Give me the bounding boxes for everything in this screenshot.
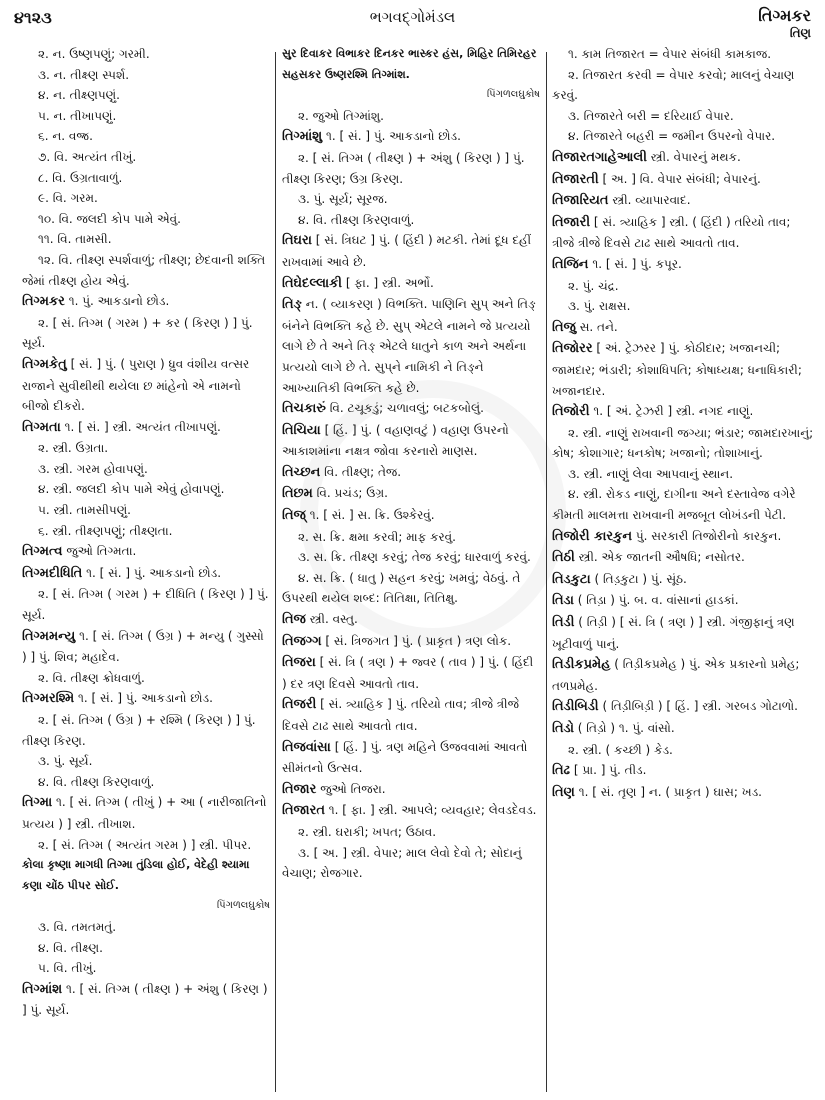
column-3 bbox=[552, 44, 814, 803]
sub-sense bbox=[552, 464, 814, 485]
dictionary-entry bbox=[552, 569, 814, 591]
definition-text: ૨. વિ. તીક્ષ્ણ ક્રોધવાળું. bbox=[38, 670, 145, 685]
sub-sense bbox=[22, 710, 270, 751]
headword: તિજિન bbox=[552, 256, 589, 272]
definition-text: ૫. ન. તીખાપણું. bbox=[38, 108, 117, 123]
sub-sense bbox=[552, 423, 814, 464]
headword: તિડકુટા bbox=[552, 571, 591, 587]
sub-sense bbox=[22, 147, 270, 168]
definition-text: ૬. સ્ત્રી. તીક્ષ્ણપણું; તીક્ષ્ણતા. bbox=[38, 523, 173, 538]
definition-text: ૨. સ્ત્રી. ઘરાકી; ખપત; ઉઠાવ. bbox=[298, 824, 437, 839]
definition-text: [ પ્રા. ] પું. તીડ. bbox=[573, 763, 647, 778]
definition-text: ( તિડ઼ો ) ૧. પું. વાંસો. bbox=[577, 721, 675, 735]
dictionary-entry bbox=[552, 654, 814, 696]
definition-text: પું. સરકારી તિજોરીનો કારકુન. bbox=[635, 528, 782, 543]
dictionary-entry bbox=[282, 294, 540, 398]
page-header bbox=[0, 0, 825, 44]
sub-sense bbox=[552, 126, 814, 147]
sub-sense bbox=[22, 250, 270, 291]
page-number: ૪૧૨૩ bbox=[14, 8, 52, 27]
sub-sense bbox=[22, 479, 270, 500]
definition-text: ( તિડ઼ીબિડ઼ી ) [ હિં. ] સ્ત્રી. ગરબડ ગોટાળો. bbox=[602, 699, 798, 714]
headword: તિજ્ bbox=[282, 508, 306, 524]
sub-sense bbox=[552, 296, 814, 317]
sub-sense bbox=[22, 65, 270, 86]
dictionary-entry bbox=[282, 631, 540, 653]
headword: તિજાર bbox=[282, 781, 317, 797]
definition-text: [ અં. ટ્રેઝરર ] પું. કોઠીદાર; ખજાનચી; જામદાર; ભંડારી; કોશાધિપતિ; કોષાધ્યક્ષ; ધનાધિકારી; ખજાનદાર. bbox=[552, 341, 802, 398]
definition-text: [ સં. ત્ર્યાહિક ] સ્ત્રી. ( હિંદી ) તરિયો તાવ; ત્રીજે ત્રીજે દિવસે ટાઢ સાથે આવતો તાવ. bbox=[552, 214, 791, 251]
dictionary-entry bbox=[282, 800, 540, 822]
definition-text: ૧. પું. આકડાનો છોડ. bbox=[68, 294, 170, 309]
definition-text: ૩. તિજારતે બરી = દરિયાઈ વેપાર. bbox=[568, 108, 734, 123]
definition-text: જુઓ તિજરા. bbox=[320, 781, 386, 796]
dictionary-entry bbox=[282, 420, 540, 462]
definition-text: ( તિડ઼કુટા ) પું. સૂંઠ. bbox=[594, 571, 687, 586]
sub-sense bbox=[552, 484, 814, 525]
definition-text: ૧. કામ તિજારત = વેપાર સંબંધી કામકાજ. bbox=[568, 47, 772, 61]
definition-text: ૮. વિ. ઉગ્રતાવાળું. bbox=[38, 170, 123, 185]
definition-text: ૬. ન. વજ્ર. bbox=[38, 129, 94, 144]
dictionary-entry bbox=[22, 792, 270, 834]
headword: તિચિયા bbox=[282, 422, 321, 438]
dictionary-entry bbox=[22, 979, 270, 1021]
headword: તિડીકપ્રમેહ bbox=[552, 657, 611, 673]
headword: તિજોરર bbox=[552, 341, 593, 357]
definition-text: ૧. [ સં. ] પું. કપૂર. bbox=[592, 256, 682, 271]
column-2 bbox=[282, 44, 540, 884]
sub-sense bbox=[22, 459, 270, 480]
sub-sense bbox=[22, 126, 270, 147]
headword: તિડી bbox=[552, 615, 575, 631]
headword: તિજોરી કારકુન bbox=[552, 528, 633, 544]
headword: તિજારતી bbox=[552, 171, 599, 187]
headword: તિગ્માંશુ bbox=[282, 129, 323, 145]
dictionary-entry bbox=[552, 590, 814, 612]
dictionary-entry bbox=[552, 547, 814, 569]
sub-sense bbox=[22, 44, 270, 65]
dictionary-entry bbox=[282, 462, 540, 484]
headword: તિચકારું bbox=[282, 401, 326, 417]
definition-text: ૧. [ સં. ] સ્ત્રી. અત્યંત તીખાપણું. bbox=[64, 419, 221, 434]
definition-text: ૩. સ્ત્રી. ગરમ હોવાપણું. bbox=[38, 461, 148, 476]
dictionary-entry bbox=[282, 230, 540, 272]
dictionary-entry bbox=[282, 273, 540, 295]
dictionary-entry bbox=[552, 338, 814, 401]
headword: તિગ્મમન્યુ bbox=[22, 628, 76, 644]
headword: તિઙ્ bbox=[282, 297, 302, 313]
sub-sense bbox=[22, 313, 270, 354]
definition-text: ( તિડ઼ી ) [ સં. ત્રિ ( ત્રણ ) ] સ્ત્રી. ગંજીફાનું ત્રણ ખૂટીવાળું પાનું. bbox=[552, 615, 795, 651]
definition-text: ૭. વિ. અત્યંત તીખું. bbox=[38, 149, 137, 164]
definition-text: ૫. સ્ત્રી. તામસીપણું. bbox=[38, 503, 131, 518]
definition-text: ૨. [ સં. તિગ્મ ( ગરમ ) + દીધિતિ ( કિરણ ) ] પું. સૂર્ય. bbox=[22, 587, 269, 623]
dictionary-entry bbox=[552, 696, 814, 718]
dictionary-entry bbox=[282, 398, 540, 420]
definition-text: [ સં. ત્રિ ( ત્રણ ) + જ્વર ( તાવ ) ] પું. ( હિંદી ) દર ત્રણ દિવસે આવતો તાવ. bbox=[282, 655, 534, 691]
definition-text: ૨. તિજારત કરવી = વેપાર કરવો; માલનું વેચાણ કરવું. bbox=[552, 67, 795, 103]
definition-text: [ હિં. ] પું. ( વહાણવટું ) વહાણ ઉપરનો આકાશમાંના નક્ષત્ર જોવા કરનારો માણસ. bbox=[282, 422, 509, 459]
dictionary-entry bbox=[552, 147, 814, 169]
headword: તિજારિયત bbox=[552, 193, 609, 209]
definition-text: ( તિડ઼ીકપ્રમેહ ) પું. એક પ્રકારનો પ્રમેહ; તળપ્રમેહ. bbox=[552, 657, 800, 693]
definition-text: [ સં. ત્ર્યાહિક ] પું. તરિયો તાવ; ત્રીજે ત્રીજે દિવસે ટાઢ સાથે આવતો તાવ. bbox=[282, 697, 519, 733]
definition-text: ૨. સ્ત્રી. ( કચ્છી ) કેડ. bbox=[568, 742, 673, 757]
quotation-source: પિંગળલઘુકોષ bbox=[486, 89, 540, 101]
headword: તિઘરા bbox=[282, 233, 312, 249]
headword: તિજગ્ગ bbox=[282, 633, 322, 649]
definition-text: સ્ત્રી. વસ્તુ. bbox=[309, 612, 358, 627]
headword: તિજારી bbox=[552, 214, 591, 230]
sub-sense bbox=[282, 148, 540, 189]
sub-sense bbox=[22, 835, 270, 856]
sub-sense bbox=[282, 527, 540, 548]
sub-sense bbox=[282, 547, 540, 568]
definition-text: ૧. [ સં. તિગ્મ ( ઉગ્ર ) + મન્યુ ( ગુસ્સો ) ] પું. શિવ; મહાદેવ. bbox=[22, 628, 264, 665]
sub-sense bbox=[282, 106, 540, 127]
definition-text: ૩. ન. તીક્ષ્ણ સ્પર્શ. bbox=[38, 67, 130, 82]
sub-sense bbox=[282, 210, 540, 231]
definition-text: ૪. વિ. તીક્ષ્ણ. bbox=[38, 940, 103, 955]
headword: તિડા bbox=[552, 593, 574, 609]
definition-text: ૪. ન. તીક્ષ્ણપણું. bbox=[38, 88, 120, 103]
definition-text: ૪. સ. ક્રિ. ( ધાતુ ) સહન કરવું; ખમવું; વેઠવું. તે ઉપરથી થયેલ શબ્દ: તિતિક્ષા, તિતિક્ષુ. bbox=[282, 570, 521, 606]
definition-text: ૪. વિ. તીક્ષ્ણ કિરણવાળું. bbox=[38, 774, 155, 789]
definition-text: સ્ત્રી. વ્યાપારવાદ. bbox=[612, 193, 691, 208]
definition-text: ૧. [ અં. ટ્રેઝરી ] સ્ત્રી. નગદ નાણું. bbox=[593, 404, 754, 419]
headword: તિગ્માંશ bbox=[22, 981, 63, 997]
definition-text: ન. ( વ્યાકરણ ) વિભક્તિ. પાણિનિ સુપ્ અને તિઙ્ બંનેને વિભક્તિ કહે છે. સુપ્ એટલે નામને જે પ્રત્યયો લાગે છે તે અને તિઙ્ એટલે ધાતુને કાળ અને અર્થના પ્રત્યયો લાગે છે તે. સુપ્‌ને નામિકી ને તિઙ્‌ને આખ્યાતિકી વિભક્તિ કહે છે. bbox=[282, 297, 536, 395]
sub-sense bbox=[282, 568, 540, 609]
headword: તિગ્મત્વ bbox=[22, 544, 63, 560]
sub-sense bbox=[22, 521, 270, 542]
definition-text: સ. તને. bbox=[579, 319, 618, 334]
dictionary-entry bbox=[552, 169, 814, 191]
definition-text: જુઓ તિગ્મતા. bbox=[66, 544, 137, 559]
headword: તિજોરી bbox=[552, 404, 590, 420]
headword: તિજારત bbox=[282, 803, 325, 819]
dictionary-entry bbox=[282, 652, 540, 694]
headword: તિણ bbox=[552, 784, 575, 800]
definition-text: વિ. ટચૂકડું; ચળાવલું; બટકબોલું. bbox=[329, 401, 484, 416]
definition-text: ૨. [ સં. તિગ્મ ( તીક્ષ્ણ ) + અંશુ ( કિરણ ) ] પું. તીક્ષ્ણ કિરણ; ઉગ્ર કિરણ. bbox=[282, 150, 525, 186]
headword: તિજરા bbox=[282, 655, 316, 671]
definition-text: ૧. [ સં. ] પું. આકડાનો છોડ. bbox=[86, 565, 222, 580]
headword: તિગ્મતા bbox=[22, 419, 61, 435]
sub-sense bbox=[22, 209, 270, 230]
definition-text: સુર દિવાકર વિભાકર દિનકર ભાસ્કર હંસ, મિહિર તિમિરહર સહસકર ઉષ્ણરશ્મિ તિગ્માંશ. bbox=[282, 47, 537, 81]
headword: તિગ્મકેતુ bbox=[22, 356, 67, 372]
definition-text: ૩. [ અ. ] સ્ત્રી. વેપાર; માલ લેવો દેવો તે; સોદાનું વેચાણ; રોજગાર. bbox=[282, 845, 522, 881]
definition-text: ૪. વિ. તીક્ષ્ણ કિરણવાળું. bbox=[298, 212, 415, 227]
sub-sense bbox=[22, 229, 270, 250]
definition-text: ૨. [ સં. તિગ્મ ( ગરમ ) + કર ( કિરણ ) ] પું. સૂર્ય. bbox=[22, 315, 253, 351]
dictionary-entry bbox=[22, 291, 270, 313]
sub-sense bbox=[282, 843, 540, 884]
sub-sense bbox=[22, 106, 270, 127]
definition-text: ૨. [ સં. તિગ્મ ( અત્યંત ગરમ ) ] સ્ત્રી. પીપર. bbox=[38, 837, 252, 852]
dictionary-entry bbox=[552, 612, 814, 654]
sub-sense bbox=[22, 751, 270, 772]
sub-sense bbox=[22, 668, 270, 689]
definition-text: ૧૦. વિ. જલદી કોપ પામે એવું. bbox=[38, 211, 181, 226]
sub-sense bbox=[22, 772, 270, 793]
sub-sense bbox=[22, 168, 270, 189]
sub-sense bbox=[22, 917, 270, 938]
dictionary-entry bbox=[22, 354, 270, 417]
definition-text: ૧૨. વિ. તીક્ષ્ણ સ્પર્શવાળું; તીક્ષ્ણ; છેદવાની શક્તિ જેમાં તીક્ષ્ણ હોય એવું. bbox=[22, 252, 266, 288]
guide-word-first: તિગ્મકર bbox=[758, 6, 811, 25]
definition-text: [ સં. ત્રિજગત ] પું. ( પ્રાકૃત ) ત્રણ લોક. bbox=[325, 633, 512, 648]
headword: તિઠી bbox=[552, 550, 575, 566]
headword: તિડો bbox=[552, 721, 574, 736]
dictionary-entry bbox=[22, 417, 270, 439]
headword: તિજ bbox=[282, 612, 306, 628]
sub-sense bbox=[552, 65, 814, 106]
headword: તિઘેદલ્લાકી bbox=[282, 275, 342, 291]
sub-sense bbox=[552, 44, 814, 65]
dictionary-entry bbox=[552, 212, 814, 254]
sub-sense bbox=[22, 938, 270, 959]
definition-text: ૫. વિ. તીખું. bbox=[38, 961, 97, 976]
dictionary-entry bbox=[552, 401, 814, 423]
definition-text: સ્ત્રી. એક જાતની ઔષધિ; નસોતર. bbox=[578, 550, 745, 565]
sub-sense bbox=[22, 958, 270, 979]
dictionary-entry bbox=[552, 760, 814, 782]
sub-sense bbox=[282, 189, 540, 210]
sub-sense bbox=[552, 276, 814, 297]
definition-text: ૩. સ્ત્રી. નાણું લેવા આપવાનું સ્થાન. bbox=[568, 466, 734, 481]
page-title: ભગવદ્ગોમંડલ bbox=[369, 8, 456, 26]
definition-text: ૧. [ સં. ] પું. આકડાનો છોડ. bbox=[77, 691, 213, 706]
dictionary-entry bbox=[282, 505, 540, 527]
sub-sense bbox=[22, 500, 270, 521]
headword: તિજરી bbox=[282, 697, 317, 713]
headword: તિગ્મકર bbox=[22, 294, 65, 310]
sub-sense bbox=[282, 822, 540, 843]
definition-text: ૪. સ્ત્રી. જલદી કોપ પામે એવું હોવાપણું. bbox=[38, 482, 225, 497]
dictionary-entry bbox=[552, 317, 814, 339]
definition-text: વિ. પ્રચંડ; ઉગ્ર. bbox=[316, 486, 388, 501]
definition-text: ૩. વિ. તમતમતું. bbox=[38, 919, 117, 934]
dictionary-entry bbox=[552, 718, 814, 740]
quotation-source: પિંગળલઘુકોષ bbox=[216, 900, 270, 912]
definition-text: ૧. [ સં. તિગ્મ ( તીક્ષ્ણ ) + અંશુ ( કિરણ ) ] પું. સૂર્ય. bbox=[22, 981, 268, 1018]
dictionary-entry bbox=[22, 626, 270, 668]
dictionary-entry bbox=[282, 609, 540, 631]
headword: તિચ્છન bbox=[282, 464, 321, 480]
column-divider bbox=[546, 52, 547, 1092]
definition-text: [ સં. ] પું. ( પુરાણ ) ધ્રુવ વંશીય વત્સર રાજાને સુવીથીથી થયેલા છ માંહેનો એ નામનો બીજો દીકરો. bbox=[22, 356, 250, 414]
dictionary-entry bbox=[282, 126, 540, 148]
sub-sense bbox=[22, 584, 270, 625]
headword: તિગ્મદીધિતિ bbox=[22, 565, 83, 581]
definition-text: [ સં. ત્રિઘટ ] પું. ( હિંદી ) મટકી. તેમાં દૂધ દહીં રાખવામાં આવે છે. bbox=[282, 233, 532, 269]
dictionary-entry bbox=[22, 688, 270, 710]
headword: તિજવાંસા bbox=[282, 739, 331, 755]
definition-text: ૧. [ સં. ] સ. ક્રિ. ઉશ્કેરવું. bbox=[309, 508, 435, 523]
definition-text: ૧. [ સં. ] પું. આકડાનો છોડ. bbox=[326, 129, 461, 144]
dictionary-entry bbox=[22, 563, 270, 585]
dictionary-entry bbox=[282, 737, 540, 779]
definition-text: ૪. તિજારતે બહરી = જમીન ઉપરનો વેપાર. bbox=[568, 129, 776, 144]
dictionary-entry bbox=[552, 526, 814, 548]
quotation bbox=[282, 44, 540, 106]
definition-text: ૧. [ સં. તૃણ ] ન. ( પ્રાકૃત ) ઘાસ; ખડ. bbox=[578, 784, 762, 799]
headword: તિજારતગાહેઆલી bbox=[552, 149, 647, 165]
definition-text: કોલા કૃષ્ણા માગધી તિગ્મા તુંડિલા હોઈ, વેદેહી શ્યામા કણા ચોંઠ પીપર સોઈ. bbox=[22, 858, 250, 892]
definition-text: ૨. [ સં. તિગ્મ ( ઉગ્ર ) + રશ્મિ ( કિરણ ) ] પું. તીક્ષ્ણ કિરણ. bbox=[22, 713, 256, 748]
definition-text: ૩. પું. રાક્ષસ. bbox=[568, 299, 631, 314]
dictionary-entry bbox=[282, 779, 540, 801]
definition-text: ૩. પું. સૂર્ય. bbox=[38, 754, 93, 769]
definition-text: [ અ. ] વિ. વેપાર સંબંધી; વેપારનું. bbox=[602, 171, 761, 186]
sub-sense bbox=[552, 106, 814, 127]
dictionary-entry bbox=[552, 254, 814, 276]
dictionary-entry bbox=[552, 190, 814, 212]
dictionary-entry bbox=[552, 782, 814, 804]
definition-text: ૨. જુઓ તિગ્માંશુ. bbox=[298, 108, 384, 123]
sub-sense bbox=[552, 740, 814, 761]
headword: તિગ્મા bbox=[22, 795, 53, 811]
definition-text: ૨. પું. ચંદ્ર. bbox=[568, 278, 619, 293]
definition-text: ૧૧. વિ. તામસી. bbox=[38, 232, 112, 247]
sub-sense bbox=[22, 188, 270, 209]
definition-text: ( તિડ઼ા ) પું. બ. વ. વાંસાનાં હાડકાં. bbox=[577, 593, 739, 608]
sub-sense bbox=[22, 85, 270, 106]
definition-text: સ્ત્રી. વેપારનું મથક. bbox=[650, 149, 741, 164]
definition-text: વિ. તીક્ષ્ણ; તેજ. bbox=[324, 464, 402, 479]
definition-text: ૨. સ. ક્રિ. ક્ષમા કરવી; માફ કરવું. bbox=[298, 529, 456, 544]
column-divider bbox=[275, 52, 276, 1092]
definition-text: ૩. સ. ક્રિ. તીક્ષ્ણ કરવું; તેજ કરવું; ધારવાળું કરવું. bbox=[298, 550, 531, 565]
dictionary-entry bbox=[282, 694, 540, 736]
definition-text: ૨. ન. ઉષ્ણપણું; ગરમી. bbox=[38, 47, 150, 61]
definition-text: [ ફા. ] સ્ત્રી. અર્ભો. bbox=[345, 275, 434, 290]
definition-text: ૪. સ્ત્રી. રોકડ નાણું, દાગીના અને દસ્તાવેજ વગેરે કીમતી માલમત્તા રાખવાની મજબૂત લોખંડની પેટી. bbox=[552, 487, 796, 523]
definition-text: [ હિં. ] પું. ત્રણ મહિને ઉજવવામાં આવતો સીમંતનો ઉત્સવ. bbox=[282, 739, 528, 776]
dictionary-entry bbox=[22, 541, 270, 563]
headword: તિડીબિડી bbox=[552, 699, 599, 715]
sub-sense bbox=[22, 438, 270, 459]
headword: તિજુ bbox=[552, 319, 576, 335]
definition-text: ૧. [ સં. તિગ્મ ( તીખું ) + આ ( નારીજાતિનો પ્રત્યય ) ] સ્ત્રી. તીખાશ. bbox=[22, 795, 267, 831]
definition-text: ૩. પું. સૂર્ય; સૂરજ. bbox=[298, 192, 388, 207]
guide-word-last: તિણ bbox=[789, 26, 811, 40]
quotation bbox=[22, 855, 270, 917]
column-1 bbox=[22, 44, 270, 1021]
definition-text: ૯. વિ. ગરમ. bbox=[38, 191, 98, 206]
definition-text: ૨. સ્ત્રી. ઉગ્રતા. bbox=[38, 441, 109, 456]
definition-text: ૧. [ ફા. ] સ્ત્રી. આપલે; વ્યવહાર; લેવડદેવડ. bbox=[328, 803, 537, 818]
headword: તિઢ bbox=[552, 763, 571, 779]
dictionary-entry bbox=[282, 483, 540, 505]
headword: તિછમ bbox=[282, 486, 313, 502]
definition-text: ૨. સ્ત્રી. નાણું રાખવાની જગ્યા; ભંડાર; જામદારખાનું; કોષ; કોશાગાર; ધનકોષ; ખજાનો; તોશાખાનું. bbox=[552, 425, 814, 461]
headword: તિગ્મરશ્મિ bbox=[22, 691, 75, 707]
